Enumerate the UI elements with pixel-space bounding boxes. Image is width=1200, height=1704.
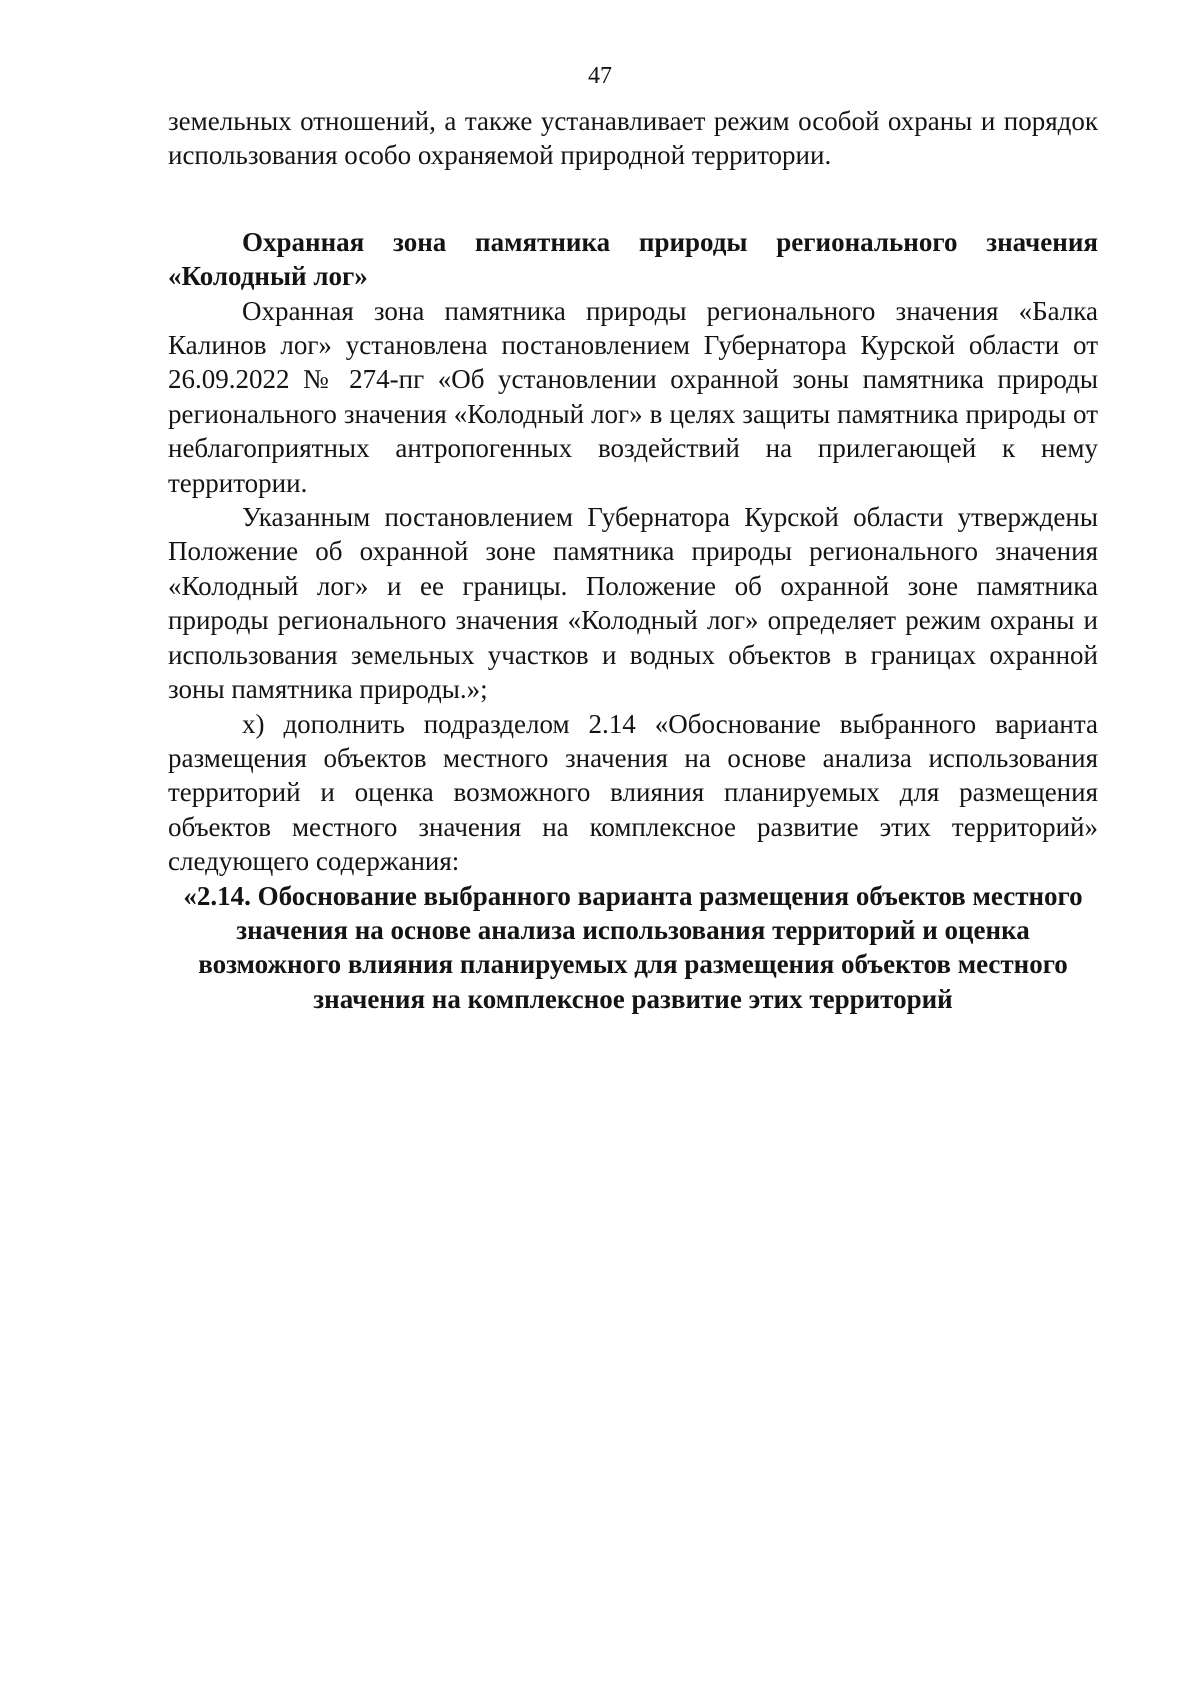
heading-protected-zone: Охранная зона памятника природы регионального значения «Колодный лог» — [168, 226, 1098, 292]
page-number: 47 — [588, 63, 612, 89]
paragraph-regulation-approved: Указанным постановлением Губернатора Курской области утверждены Положение об охранной зоне памятника природы регионального значения «Колодный лог» и ее границы. Положение об охранной зоне памятника природы регионального значения «Колодный лог» определяет режим охраны и использования земельных участков и водных объектов в границах охранной зоны памятника природы.»; — [168, 502, 1098, 705]
paragraph-zone-established: Охранная зона памятника природы регионального значения «Балка Калинов лог» установлена постановлением Губернатора Курской области от 26.09.2022 № 274-пг «Об установлении охранной зоны памятника природы регионального значения «Колодный лог» в целях защиты памятника природы от неблагоприятных антропогенных воздействий на прилегающей к нему территории. — [168, 295, 1098, 498]
paragraph-gap — [168, 173, 1098, 225]
paragraph-land-relations: земельных отношений, а также устанавливает режим особой охраны и порядок использования особо охраняемой природной территории. — [168, 106, 1098, 171]
paragraph-amendment-x: х) дополнить подразделом 2.14 «Обоснование выбранного варианта размещения объектов местного значения на основе анализа использования территорий и оценка возможного влияния планируемых для размещения объектов местного значения на комплексное развитие этих территорий» следующего содержания: — [168, 708, 1098, 877]
document-body — [168, 104, 1098, 1016]
section-heading-2-14: «2.14. Обоснование выбранного варианта размещения объектов местного значения на основе анализа использования территорий и оценка возможного влияния планируемых для размещения объектов местного значения на комплексное развитие этих территорий — [183, 880, 1083, 1014]
